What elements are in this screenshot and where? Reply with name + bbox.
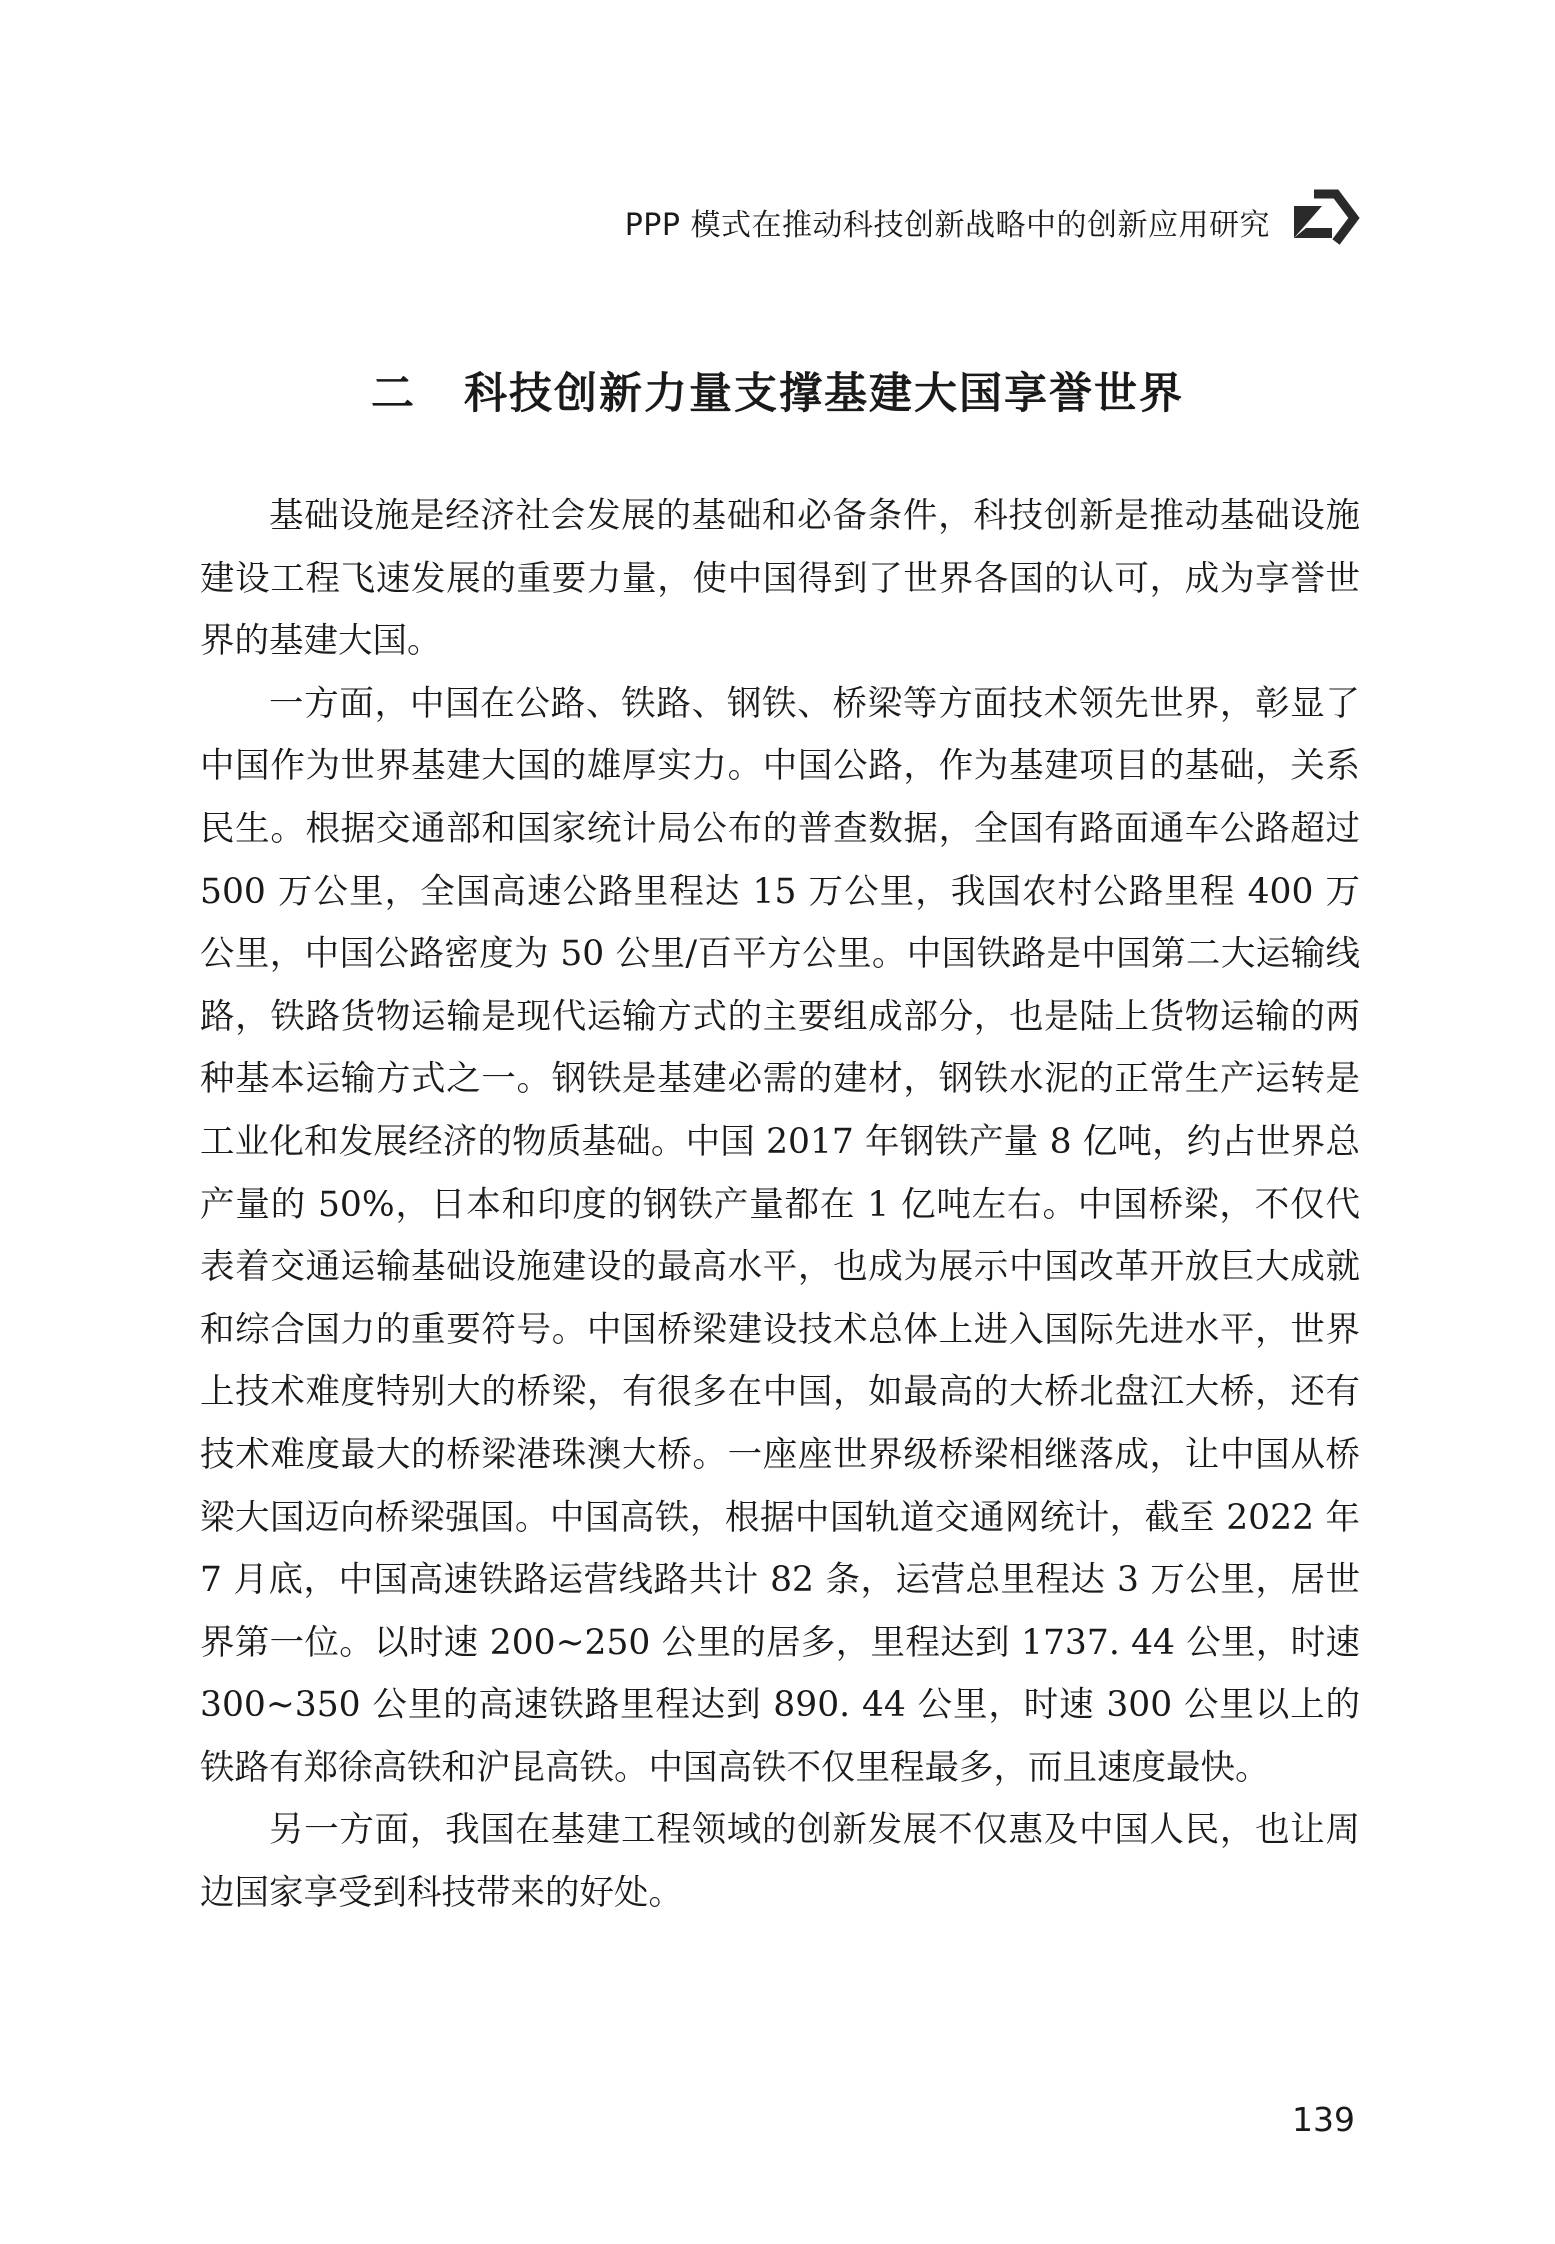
running-header: PPP 模式在推动科技创新战略中的创新应用研究 (624, 208, 1270, 243)
page-number: 139 (1292, 2100, 1355, 2139)
chevron-bracket-icon (1292, 188, 1362, 248)
body-text (200, 485, 1360, 1925)
paragraph-conclusion: 另一方面，我国在基建工程领域的创新发展不仅惠及中国人民，也让周边国家享受到科技带来的好处。 (200, 1810, 1360, 1914)
paragraph-intro: 基础设施是经济社会发展的基础和必备条件，科技创新是推动基础设施建设工程飞速发展的重要力量，使中国得到了世界各国的认可，成为享誉世界的基建大国。 (200, 496, 1360, 662)
section-title-text: 科技创新力量支撑基建大国享誉世界 (464, 369, 1184, 419)
section-title (0, 360, 1555, 421)
section-number: 二 (371, 369, 416, 419)
paragraph-main: 一方面，中国在公路、铁路、钢铁、桥梁等方面技术领先世界，彰显了中国作为世界基建大国的雄厚实力。中国公路，作为基建项目的基础，关系民生。根据交通部和国家统计局公布的普查数据，全国有路面通车公路超过 500 万公里，全国高速公路里程达 15 万公里，我国农村公路里程 400 万公里，中国公路密度为 50 公里/百平方公里。中国铁路是中国第二大运输线路，铁路货物运输是现代运输方式的主要组成部分，也是陆上货物运输的两种基本运输方式之一。钢铁是基建必需的建材，钢铁水泥的正常生产运转是工业化和发展经济的物质基础。中国 2017 年钢铁产量 8 亿吨，约占世界总产量的 50%，日本和印度的钢铁产量都在 1 亿吨左右。中国桥梁，不仅代表着交通运输基础设施建设的最高水平，也成为展示中国改革开放巨大成就和综合国力的重要符号。中国桥梁建设技术总体上进入国际先进水平，世界上技术难度特别大的桥梁，有很多在中国，如最高的大桥北盘江大桥，还有技术难度最大的桥梁港珠澳大桥。一座座世界级桥梁相继落成，让中国从桥梁大国迈向桥梁强国。中国高铁，根据中国轨道交通网统计，截至 2022 年 7 月底，中国高速铁路运营线路共计 82 条，运营总里程达 3 万公里，居世界第一位。以时速 200~250 公里的居多，里程达到 1737. 44 公里，时速 300~350 公里的高速铁路里程达到 890. 44 公里，时速 300 公里以上的铁路有郑徐高铁和沪昆高铁。中国高铁不仅里程最多，而且速度最快。 (200, 683, 1360, 1788)
